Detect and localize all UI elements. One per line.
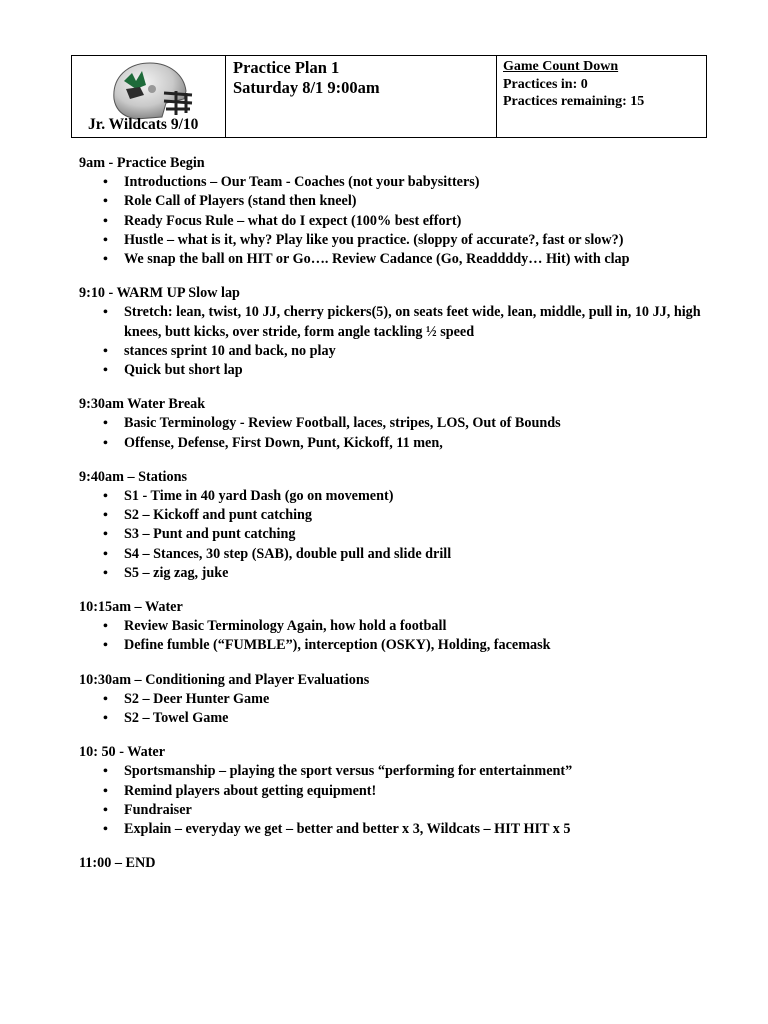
list-item-text: Explain – everyday we get – better and better x 3, Wildcats – HIT HIT x 5 xyxy=(124,821,571,838)
list-item xyxy=(79,303,719,341)
list-item-text: Sportsmanship – playing the sport versus “performing for entertainment” xyxy=(124,763,573,780)
list-item-text: Basic Terminology - Review Football, laces, stripes, LOS, Out of Bounds xyxy=(124,415,561,432)
schedule-section xyxy=(79,671,719,729)
plan-cell xyxy=(226,56,497,137)
schedule-section xyxy=(79,598,719,656)
list-item xyxy=(79,709,719,728)
schedule-section xyxy=(79,468,719,583)
list-item-text: S1 - Time in 40 yard Dash (go on movement) xyxy=(124,488,394,505)
list-item-text: Fundraiser xyxy=(124,801,192,818)
section-heading: 10: 50 - Water xyxy=(79,744,166,761)
countdown-cell xyxy=(497,56,706,137)
list-item-text: Stretch: lean, twist, 10 JJ, cherry pickers(5), on seats feet wide, lean, middle, pull in, 10 JJ, high knees, butt kicks, over stride, form angle tackling ½ speed xyxy=(124,304,701,340)
bullet-icon: • xyxy=(103,691,108,707)
schedule-section xyxy=(79,854,719,873)
list-item xyxy=(79,820,719,839)
bullet-icon: • xyxy=(103,565,108,581)
bullet-icon: • xyxy=(103,175,108,191)
plan-date: Saturday 8/1 9:00am xyxy=(233,78,380,97)
bullet-icon: • xyxy=(103,822,108,838)
list-item-text: S2 – Deer Hunter Game xyxy=(124,690,270,707)
activity-list xyxy=(79,487,719,583)
list-item-text: S3 – Punt and punt catching xyxy=(124,526,296,543)
bullet-icon: • xyxy=(103,527,108,543)
bullet-icon: • xyxy=(103,546,108,562)
section-heading: 9:10 - WARM UP Slow lap xyxy=(79,285,240,302)
list-item xyxy=(79,231,719,250)
logo-cell xyxy=(72,56,226,137)
section-heading: 10:15am – Water xyxy=(79,599,183,616)
list-item xyxy=(79,342,719,361)
list-item-text: Offense, Defense, First Down, Punt, Kickoff, 11 men, xyxy=(124,434,443,451)
list-item-text: Quick but short lap xyxy=(124,362,243,379)
list-item xyxy=(79,414,719,433)
list-item-text: Remind players about getting equipment! xyxy=(124,782,377,799)
list-item xyxy=(79,250,719,269)
activity-list xyxy=(79,690,719,728)
bullet-icon: • xyxy=(103,343,108,359)
list-item xyxy=(79,564,719,583)
team-name: Jr. Wildcats 9/10 xyxy=(88,116,199,133)
list-item-text: stances sprint 10 and back, no play xyxy=(124,342,336,359)
list-item xyxy=(79,487,719,506)
list-item xyxy=(79,525,719,544)
list-item xyxy=(79,212,719,231)
bullet-icon: • xyxy=(103,194,108,210)
list-item xyxy=(79,762,719,781)
list-item xyxy=(79,506,719,525)
list-item-text: S5 – zig zag, juke xyxy=(124,564,229,581)
list-item xyxy=(79,636,719,655)
bullet-icon: • xyxy=(103,783,108,799)
bullet-icon: • xyxy=(103,489,108,505)
bullet-icon: • xyxy=(103,213,108,229)
plan-title: Practice Plan 1 xyxy=(233,58,340,77)
bullet-icon: • xyxy=(103,619,108,635)
section-heading: 9:30am Water Break xyxy=(79,396,206,413)
activity-list xyxy=(79,303,719,380)
list-item xyxy=(79,173,719,192)
list-item-text: Ready Focus Rule – what do I expect (100% best effort) xyxy=(124,212,462,229)
activity-list xyxy=(79,617,719,655)
list-item xyxy=(79,361,719,380)
list-item-text: Role Call of Players (stand then kneel) xyxy=(124,193,357,210)
practices-remaining: Practices remaining: 15 xyxy=(503,94,645,109)
list-item xyxy=(79,690,719,709)
list-item-text: Define fumble (“FUMBLE”), interception (OSKY), Holding, facemask xyxy=(124,637,551,654)
bullet-icon: • xyxy=(103,711,108,727)
bullet-icon: • xyxy=(103,764,108,780)
bullet-icon: • xyxy=(103,638,108,654)
practices-in: Practices in: 0 xyxy=(503,77,588,92)
list-item xyxy=(79,801,719,820)
bullet-icon: • xyxy=(103,252,108,268)
bullet-icon: • xyxy=(103,305,108,321)
list-item xyxy=(79,617,719,636)
schedule-section xyxy=(79,395,719,453)
section-heading: 9am - Practice Begin xyxy=(79,155,205,171)
header-table xyxy=(71,55,707,138)
list-item xyxy=(79,192,719,211)
bullet-icon: • xyxy=(103,508,108,524)
activity-list xyxy=(79,762,719,839)
countdown-title: Game Count Down xyxy=(503,59,619,74)
list-item xyxy=(79,434,719,453)
bullet-icon: • xyxy=(103,232,108,248)
list-item xyxy=(79,545,719,564)
list-item-text: Introductions – Our Team - Coaches (not your babysitters) xyxy=(124,174,480,191)
bullet-icon: • xyxy=(103,435,108,451)
bullet-icon: • xyxy=(103,363,108,379)
list-item-text: S2 – Kickoff and punt catching xyxy=(124,507,313,524)
list-item-text: S4 – Stances, 30 step (SAB), double pull and slide drill xyxy=(124,545,452,562)
list-item-text: Review Basic Terminology Again, how hold a football xyxy=(124,618,447,635)
section-heading: 11:00 – END xyxy=(79,855,156,872)
section-heading: 9:40am – Stations xyxy=(79,468,187,485)
activity-list xyxy=(79,414,719,452)
list-item xyxy=(79,782,719,801)
bullet-icon: • xyxy=(103,416,108,432)
list-item-text: Hustle – what is it, why? Play like you practice. (sloppy of accurate?, fast or slow?) xyxy=(124,231,624,248)
practice-schedule xyxy=(79,154,719,889)
list-item-text: S2 – Towel Game xyxy=(124,710,229,727)
bullet-icon: • xyxy=(103,802,108,818)
schedule-section xyxy=(79,284,719,380)
list-item-text: We snap the ball on HIT or Go…. Review Cadance (Go, Readdddy… Hit) with clap xyxy=(124,251,630,268)
activity-list xyxy=(79,173,719,269)
schedule-section xyxy=(79,743,719,839)
schedule-section xyxy=(79,154,719,269)
section-heading: 10:30am – Conditioning and Player Evaluations xyxy=(79,671,370,688)
